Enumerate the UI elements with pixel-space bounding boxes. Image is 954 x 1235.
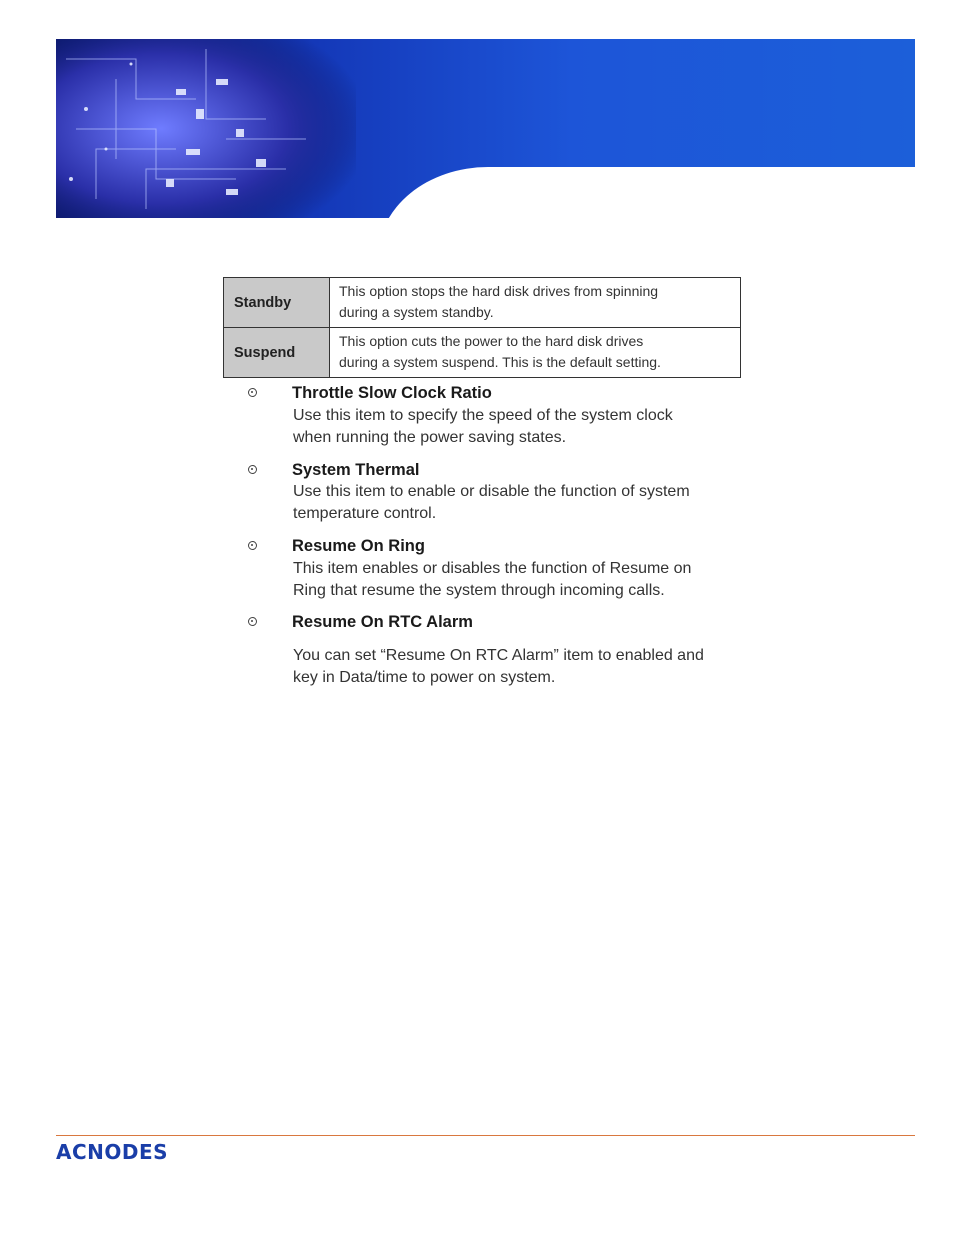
banner-white-curve — [378, 167, 915, 218]
item-body: You can set “Resume On RTC Alarm” item to enabled and key in Data/time to power on system. — [293, 647, 704, 686]
header-banner — [56, 39, 915, 218]
acnodes-logo: ACNODES — [56, 1140, 169, 1164]
bullet-icon — [248, 617, 257, 626]
item-body: This item enables or disables the function of Resume on Ring that resume the system through incoming calls. — [293, 560, 692, 599]
item-title: Throttle Slow Clock Ratio — [292, 384, 492, 402]
power-options-table — [223, 277, 741, 378]
item-title: Resume On Ring — [292, 537, 425, 555]
option-description: This option stops the hard disk drives from spinning during a system standby. — [330, 278, 741, 328]
option-description: This option cuts the power to the hard disk drives during a system suspend. This is the default setting. — [330, 328, 741, 378]
bullet-icon — [248, 465, 257, 474]
bullet-icon — [248, 388, 257, 397]
item-body: Use this item to enable or disable the function of system temperature control. — [293, 483, 690, 522]
option-label: Suspend — [224, 328, 330, 378]
table-row — [224, 278, 741, 328]
footer-divider — [56, 1135, 915, 1136]
item-body: Use this item to specify the speed of the system clock when running the power saving states. — [293, 407, 673, 446]
item-title: System Thermal — [292, 461, 420, 479]
bullet-icon — [248, 541, 257, 550]
table-row — [224, 328, 741, 378]
option-label: Standby — [224, 278, 330, 328]
item-title: Resume On RTC Alarm — [292, 613, 473, 631]
circuit-board-image — [56, 39, 356, 218]
